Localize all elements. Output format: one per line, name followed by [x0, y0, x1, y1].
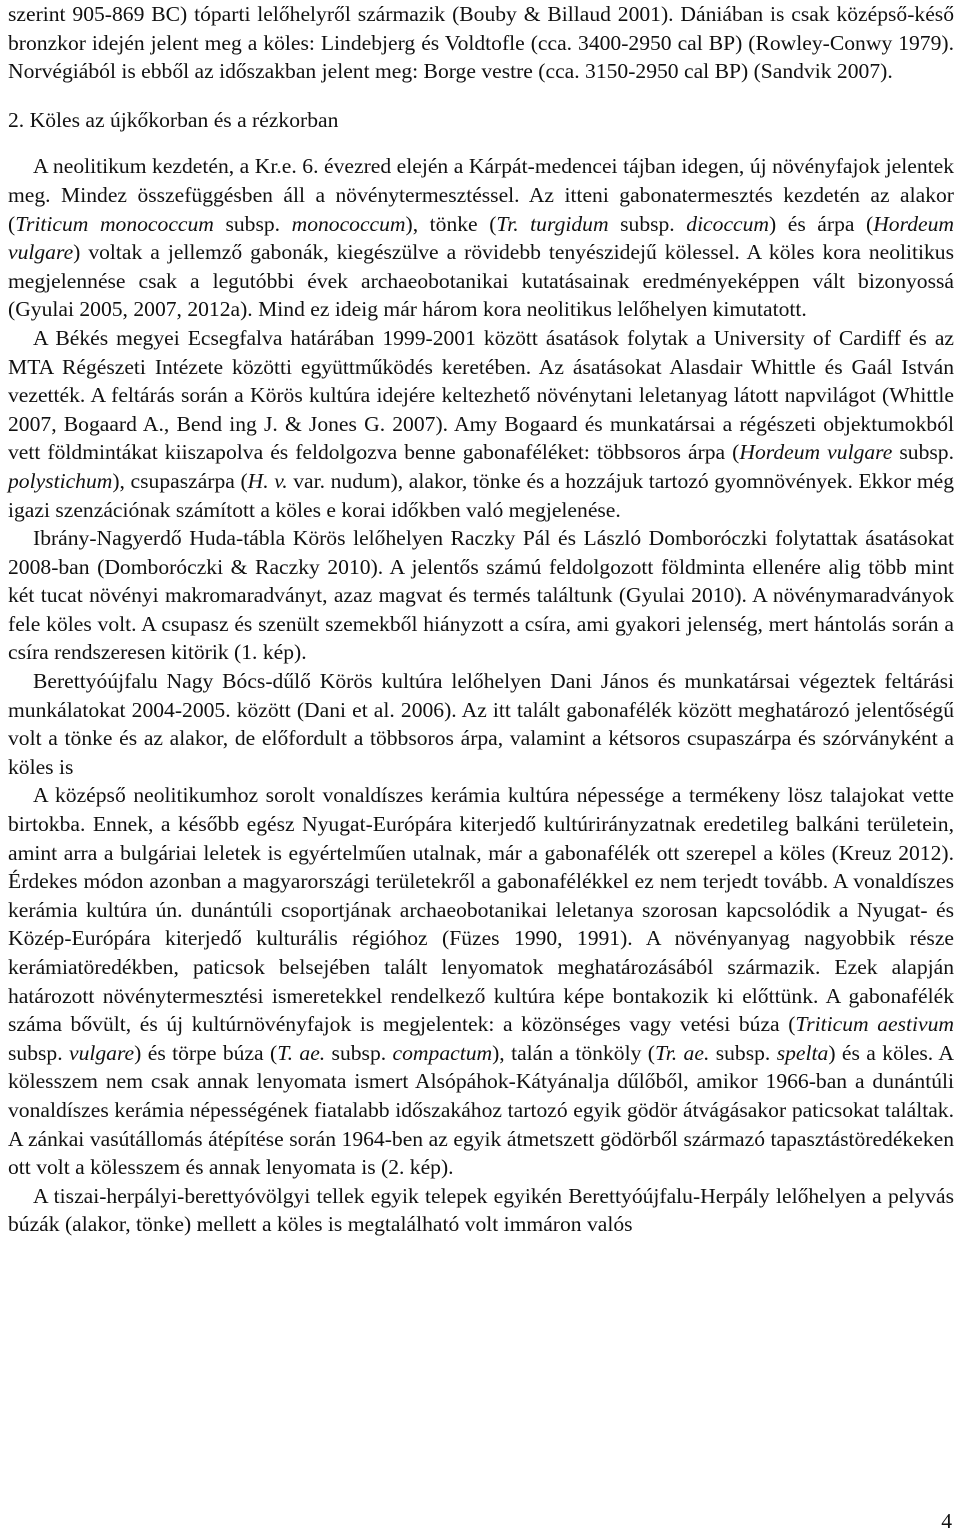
paragraph-0 — [8, 0, 954, 86]
text-run: ) és árpa ( — [769, 211, 874, 236]
paragraph-4 — [8, 667, 954, 781]
text-run: ) és a köles. A kölesszem nem csak annak lenyomata ismert Alsópáhok-Kátyánalja dűlőből, amikor 1966-ban a dunántúli vonaldíszes kerámia népességének fiatalabb időszakához tartozó egyik gödör átvágásakor paticsokat találtak. A zánkai vasútállomás átépítése során 1964-ben az egyik átmetszett gödörből származó tapasztástöredékeken ott volt a kölesszem és annak lenyomata is (2. kép). — [8, 1040, 954, 1180]
text-run: ), csupaszárpa ( — [112, 468, 248, 493]
italic-term: monococcum — [291, 211, 406, 236]
page-number: 4 — [941, 1509, 952, 1533]
paragraph-5 — [8, 781, 954, 1181]
text-run: ), tönke ( — [405, 211, 497, 236]
text-run: Berettyóújfalu Nagy Bócs-dűlő Körös kultúra lelőhelyen Dani János és munkatársai végeztek feltárási munkálatokat 2004-2005. között (Dani et al. 2006). Az itt talált gabonafélék között meghatározó jelentőségű volt a tönke és az alakor, de előfordult a többsoros árpa, valamint a kétsoros csupaszárpa és szórványként a köles is — [8, 669, 954, 779]
italic-term: dicoccum — [686, 211, 770, 236]
text-run: A neolitikum kezdetén, a Kr.e. 6. évezred elején a Kárpát-medencei tájban idegen, új növényfajok jelentek meg. Mindez összefüggésben áll a növénytermesztéssel. Az itteni gabonatermesztés kezdetén az alakor ( — [8, 154, 954, 236]
text-run: Ibrány-Nagyerdő Huda-tábla Körös lelőhelyen Raczky Pál és László Domboróczki folytattak ásatásokat 2008-ban (Domboróczki & Raczky 2010). A jelentős számú feldolgozott földminta ellenére alig több mint két tucat növényi makromaradványt, azaz magvat és termés találtunk (Gyulai 2010). A növénymaradványok fele köles volt. A csupasz és szenült szemekből hiányzott a csíra, ami gyakori jelenség, mert hántolás során a csíra rendszeresen kitörik (1. kép). — [8, 526, 954, 665]
text-run: A középső neolitikumhoz sorolt vonaldíszes kerámia kultúra népessége a termékeny lösz talajokat vette birtokba. Ennek, a később egész Nyugat-Európára kiterjedő kultúrirányzatnak eredetileg balkáni területein, amint arra a bulgáriai leletek is egyértelműen utalnak, már a gabonafélék ott szerepel a köles (Kreuz 2012). Érdekes módon azonban a magyarországi területekről a gabonafélékkel ez nem terjedt tovább. A vonaldíszes kerámia kultúra ún. dunántúli csoportjának archaeobotanikai leletanya szorosan kapcsolódik a Nyugat- és Közép-Európára kiterjedő kulturális régióhoz (Füzes 1990, 1991). A növényanyag nagyobbik része kerámiatöredékben, paticsok belsejében talált lenyomatok meghatározásából származik. Ezek alapján határozott növénytermesztési ismeretekkel rendelkező kultúra képe bontakozik ki előttünk. A gabonafélék száma bővült, és új kultúrnövényfajok is megjelentek: a közönséges vagy vetési búza ( — [8, 783, 954, 1037]
italic-term: Hordeum vulgare — [8, 211, 954, 265]
paragraph-3 — [8, 524, 954, 667]
section-heading — [8, 106, 954, 135]
text-run: 2. Köles az újkőkorban és a rézkorban — [8, 107, 339, 132]
italic-term: polystichum — [8, 468, 113, 493]
italic-term: Triticum aestivum — [795, 1012, 954, 1037]
text-run: subsp. — [8, 1040, 69, 1065]
text-run: subsp. — [709, 1040, 777, 1065]
text-run: var. nudum), alakor, tönke és a hozzájuk tartozó gyomnövények. Ekkor még igazi szenzációnak számított a köles e korai időkben való megjelenése. — [8, 468, 954, 522]
italic-term: Tr. turgidum — [496, 211, 609, 236]
paragraph-2 — [8, 324, 954, 524]
italic-term: H. v. — [247, 468, 288, 493]
italic-term: Tr. ae. — [654, 1040, 710, 1065]
text-run: ), talán a tönköly ( — [492, 1040, 655, 1065]
italic-term: vulgare — [68, 1040, 135, 1065]
text-run: szerint 905-869 BC) tóparti lelőhelyről származik (Bouby & Billaud 2001). Dániában is csak középső-késő bronzkor idején jelent meg a köles: Lindebjerg és Voldtofle (cca. 3400-2950 cal BP) (Rowley-Conwy 1979). Norvégiából is ebből az időszakban jelent meg: Borge vestre (cca. 3150-2950 cal BP) (Sandvik 2007). — [8, 2, 954, 84]
text-run: ) és törpe búza ( — [134, 1040, 278, 1065]
text-run: subsp. — [325, 1040, 393, 1065]
italic-term: T. ae. — [277, 1040, 326, 1065]
text-run: subsp. — [892, 440, 955, 465]
italic-term: compactum — [392, 1040, 493, 1065]
text-run: subsp. — [213, 211, 292, 236]
italic-term: Hordeum vulgare — [739, 440, 893, 465]
text-run: subsp. — [608, 211, 687, 236]
document-body — [8, 0, 954, 1239]
text-run: ) voltak a jellemző gabonák, kiegészülve a rövidebb tenyészidejű kölessel. A köles kora neolitikus megjelennése csak a legutóbbi évek archaeobotanikai kutatásainak eredményeképpen vált bizonyossá (Gyulai 2005, 2007, 2012a). Mind ez ideig már három kora neolitikus lelőhelyen kimutatott. — [8, 240, 954, 322]
paragraph-6 — [8, 1182, 954, 1239]
italic-term: spelta — [776, 1040, 829, 1065]
italic-term: Triticum monococcum — [15, 211, 214, 236]
text-run: A Békés megyei Ecsegfalva határában 1999-2001 között ásatások folytak a University of Cardiff és az MTA Régészeti Intézete közötti együttműködés keretében. Az ásatásokat Alasdair Whittle és Gaál István vezették. A feltárás során a Körös kultúra idejére keltezhető növénytani leletanyag látott napvilágot (Whittle 2007, Bogaard A., Bend ing J. & Jones G. 2007). Amy Bogaard és munkatársai a régészeti objektumokból vett földmintákat kiiszapolva és feldolgozva benne gabonaféléket: többsoros árpa ( — [8, 325, 954, 465]
paragraph-1 — [8, 152, 954, 324]
text-run: A tiszai-herpályi-berettyóvölgyi tellek egyik telepek egyikén Berettyóújfalu-Herpály lelőhelyen a pelyvás búzák (alakor, tönke) mellett a köles is megtalálható volt immáron valós — [8, 1183, 954, 1237]
